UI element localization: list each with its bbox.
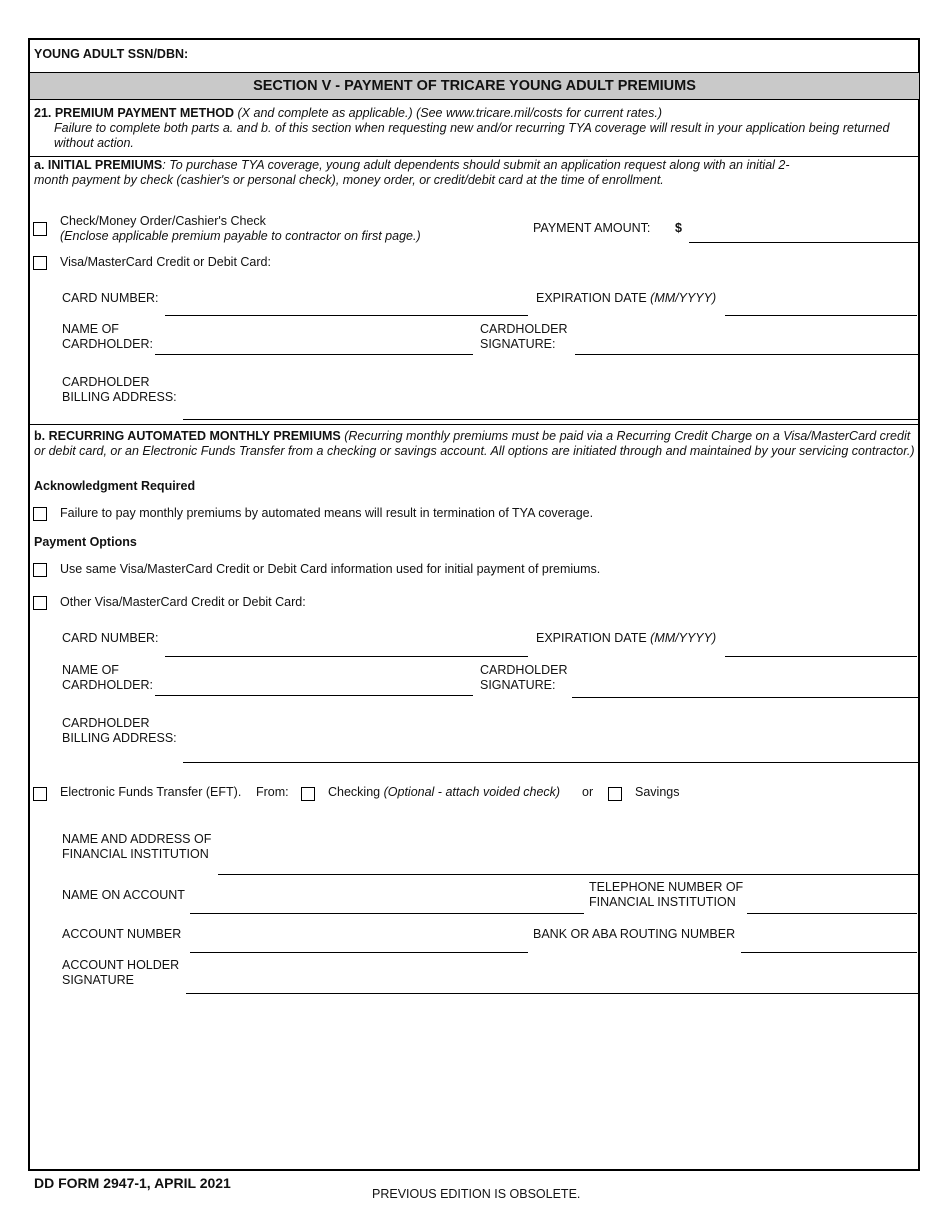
checking-label-group (328, 785, 560, 800)
part-b-line1 (34, 429, 910, 444)
part-a-line1 (34, 158, 790, 173)
expiration-field[interactable] (725, 315, 917, 316)
expiration-format: (MM/YYYY) (650, 291, 717, 305)
payment-amount-label: PAYMENT AMOUNT: (533, 221, 651, 235)
item21-warning: Failure to complete both parts a. and b. of this section when requesting new and/or recurring TYA coverage will result in your application being returned without action. (54, 121, 890, 150)
or-label: or (582, 785, 594, 799)
section-title: SECTION V - PAYMENT OF TRICARE YOUNG ADULT PREMIUMS (30, 72, 919, 100)
options-heading: Payment Options (34, 535, 137, 549)
expiration-text: EXPIRATION DATE (536, 291, 647, 305)
cardholder-name-field-b[interactable] (155, 695, 473, 696)
same-card-text: Use same Visa/MasterCard Credit or Debit Card information used for initial payment of premiums. (60, 562, 601, 576)
same-card-checkbox[interactable] (33, 563, 47, 577)
card-payment-checkbox[interactable] (33, 256, 47, 270)
account-number-label: ACCOUNT NUMBER (62, 927, 182, 941)
card-number-field[interactable] (165, 315, 528, 316)
card-number-field-b[interactable] (165, 656, 528, 657)
eft-checkbox[interactable] (33, 787, 47, 801)
expiration-label (536, 291, 716, 306)
routing-label: BANK OR ABA ROUTING NUMBER (533, 927, 736, 941)
cardholder-signature-field[interactable] (575, 354, 919, 355)
item21-instruction: (X and complete as applicable.) (See www.tricare.mil/costs for current rates.) (237, 106, 662, 120)
fi-label-1: NAME AND ADDRESS OF (62, 832, 212, 846)
billing-label-2: BILLING ADDRESS: (62, 390, 177, 404)
payment-amount-field[interactable] (689, 242, 919, 243)
from-label: From: (256, 785, 289, 799)
card-number-label-b: CARD NUMBER: (62, 631, 159, 645)
savings-checkbox[interactable] (608, 787, 622, 801)
item21-heading (34, 106, 662, 121)
currency-symbol: $ (675, 221, 682, 235)
signature-label-1: CARDHOLDER (480, 322, 568, 336)
ack-checkbox[interactable] (33, 507, 47, 521)
cardholder-name-field[interactable] (155, 354, 473, 355)
ack-heading: Acknowledgment Required (34, 479, 196, 493)
part-b-text-2: or debit card, or an Electronic Funds Transfer from a checking or savings account. All options are initiated through and maintained by your servicing contractor.) (34, 444, 915, 458)
financial-institution-field[interactable] (218, 874, 919, 875)
divider (30, 424, 919, 425)
billing-label-1-b: CARDHOLDER (62, 716, 150, 730)
check-note: (Enclose applicable premium payable to contractor on first page.) (60, 229, 421, 243)
check-label: Check/Money Order/Cashier's Check (60, 214, 266, 228)
holder-sig-label-2: SIGNATURE (62, 973, 134, 987)
billing-address-field-b[interactable] (183, 762, 919, 763)
savings-label: Savings (635, 785, 680, 799)
fi-label-2: FINANCIAL INSTITUTION (62, 847, 209, 861)
billing-label-2-b: BILLING ADDRESS: (62, 731, 177, 745)
edition-note: PREVIOUS EDITION IS OBSOLETE. (372, 1187, 581, 1201)
expiration-field-b[interactable] (725, 656, 917, 657)
other-card-text: Other Visa/MasterCard Credit or Debit Card: (60, 595, 306, 609)
name-on-account-field[interactable] (190, 913, 584, 914)
name-label-2: CARDHOLDER: (62, 337, 153, 351)
phone-label-2: FINANCIAL INSTITUTION (589, 895, 736, 909)
checking-note: (Optional - attach voided check) (383, 785, 561, 799)
name-on-account-label: NAME ON ACCOUNT (62, 888, 185, 902)
billing-address-field[interactable] (183, 419, 919, 420)
part-b-title: b. RECURRING AUTOMATED MONTHLY PREMIUMS (34, 429, 341, 443)
phone-field[interactable] (747, 913, 917, 914)
other-card-checkbox[interactable] (33, 596, 47, 610)
cardholder-signature-field-b[interactable] (572, 697, 919, 698)
checking-label: Checking (328, 785, 381, 799)
expiration-label-b (536, 631, 716, 646)
signature-label-1-b: CARDHOLDER (480, 663, 568, 677)
check-payment-checkbox[interactable] (33, 222, 47, 236)
billing-label-1: CARDHOLDER (62, 375, 150, 389)
divider (30, 156, 919, 157)
eft-label: Electronic Funds Transfer (EFT). (60, 785, 242, 799)
form-id: DD FORM 2947-1, APRIL 2021 (34, 1175, 231, 1191)
routing-number-field[interactable] (741, 952, 917, 953)
part-a-text-1: : To purchase TYA coverage, young adult dependents should submit an application request along with an initial 2- (162, 158, 790, 172)
ssn-label: YOUNG ADULT SSN/DBN: (34, 47, 189, 61)
checking-checkbox[interactable] (301, 787, 315, 801)
account-number-field[interactable] (190, 952, 528, 953)
item21-title: 21. PREMIUM PAYMENT METHOD (34, 106, 235, 120)
name-label-1: NAME OF (62, 322, 119, 336)
account-holder-signature-field[interactable] (186, 993, 919, 994)
part-a-text-2: month payment by check (cashier's or personal check), money order, or credit/debit card at the time of enrollment. (34, 173, 664, 187)
phone-label-1: TELEPHONE NUMBER OF (589, 880, 744, 894)
holder-sig-label-1: ACCOUNT HOLDER (62, 958, 180, 972)
expiration-format-b: (MM/YYYY) (650, 631, 717, 645)
name-label-2-b: CARDHOLDER: (62, 678, 153, 692)
signature-label-2-b: SIGNATURE: (480, 678, 556, 692)
part-b-text-1: (Recurring monthly premiums must be paid via a Recurring Credit Charge on a Visa/MasterCard credit (344, 429, 911, 443)
part-a-title: a. INITIAL PREMIUMS (34, 158, 163, 172)
expiration-text-b: EXPIRATION DATE (536, 631, 647, 645)
name-label-1-b: NAME OF (62, 663, 119, 677)
card-number-label: CARD NUMBER: (62, 291, 159, 305)
ack-text: Failure to pay monthly premiums by automated means will result in termination of TYA coverage. (60, 506, 594, 520)
card-label: Visa/MasterCard Credit or Debit Card: (60, 255, 271, 269)
signature-label-2: SIGNATURE: (480, 337, 556, 351)
